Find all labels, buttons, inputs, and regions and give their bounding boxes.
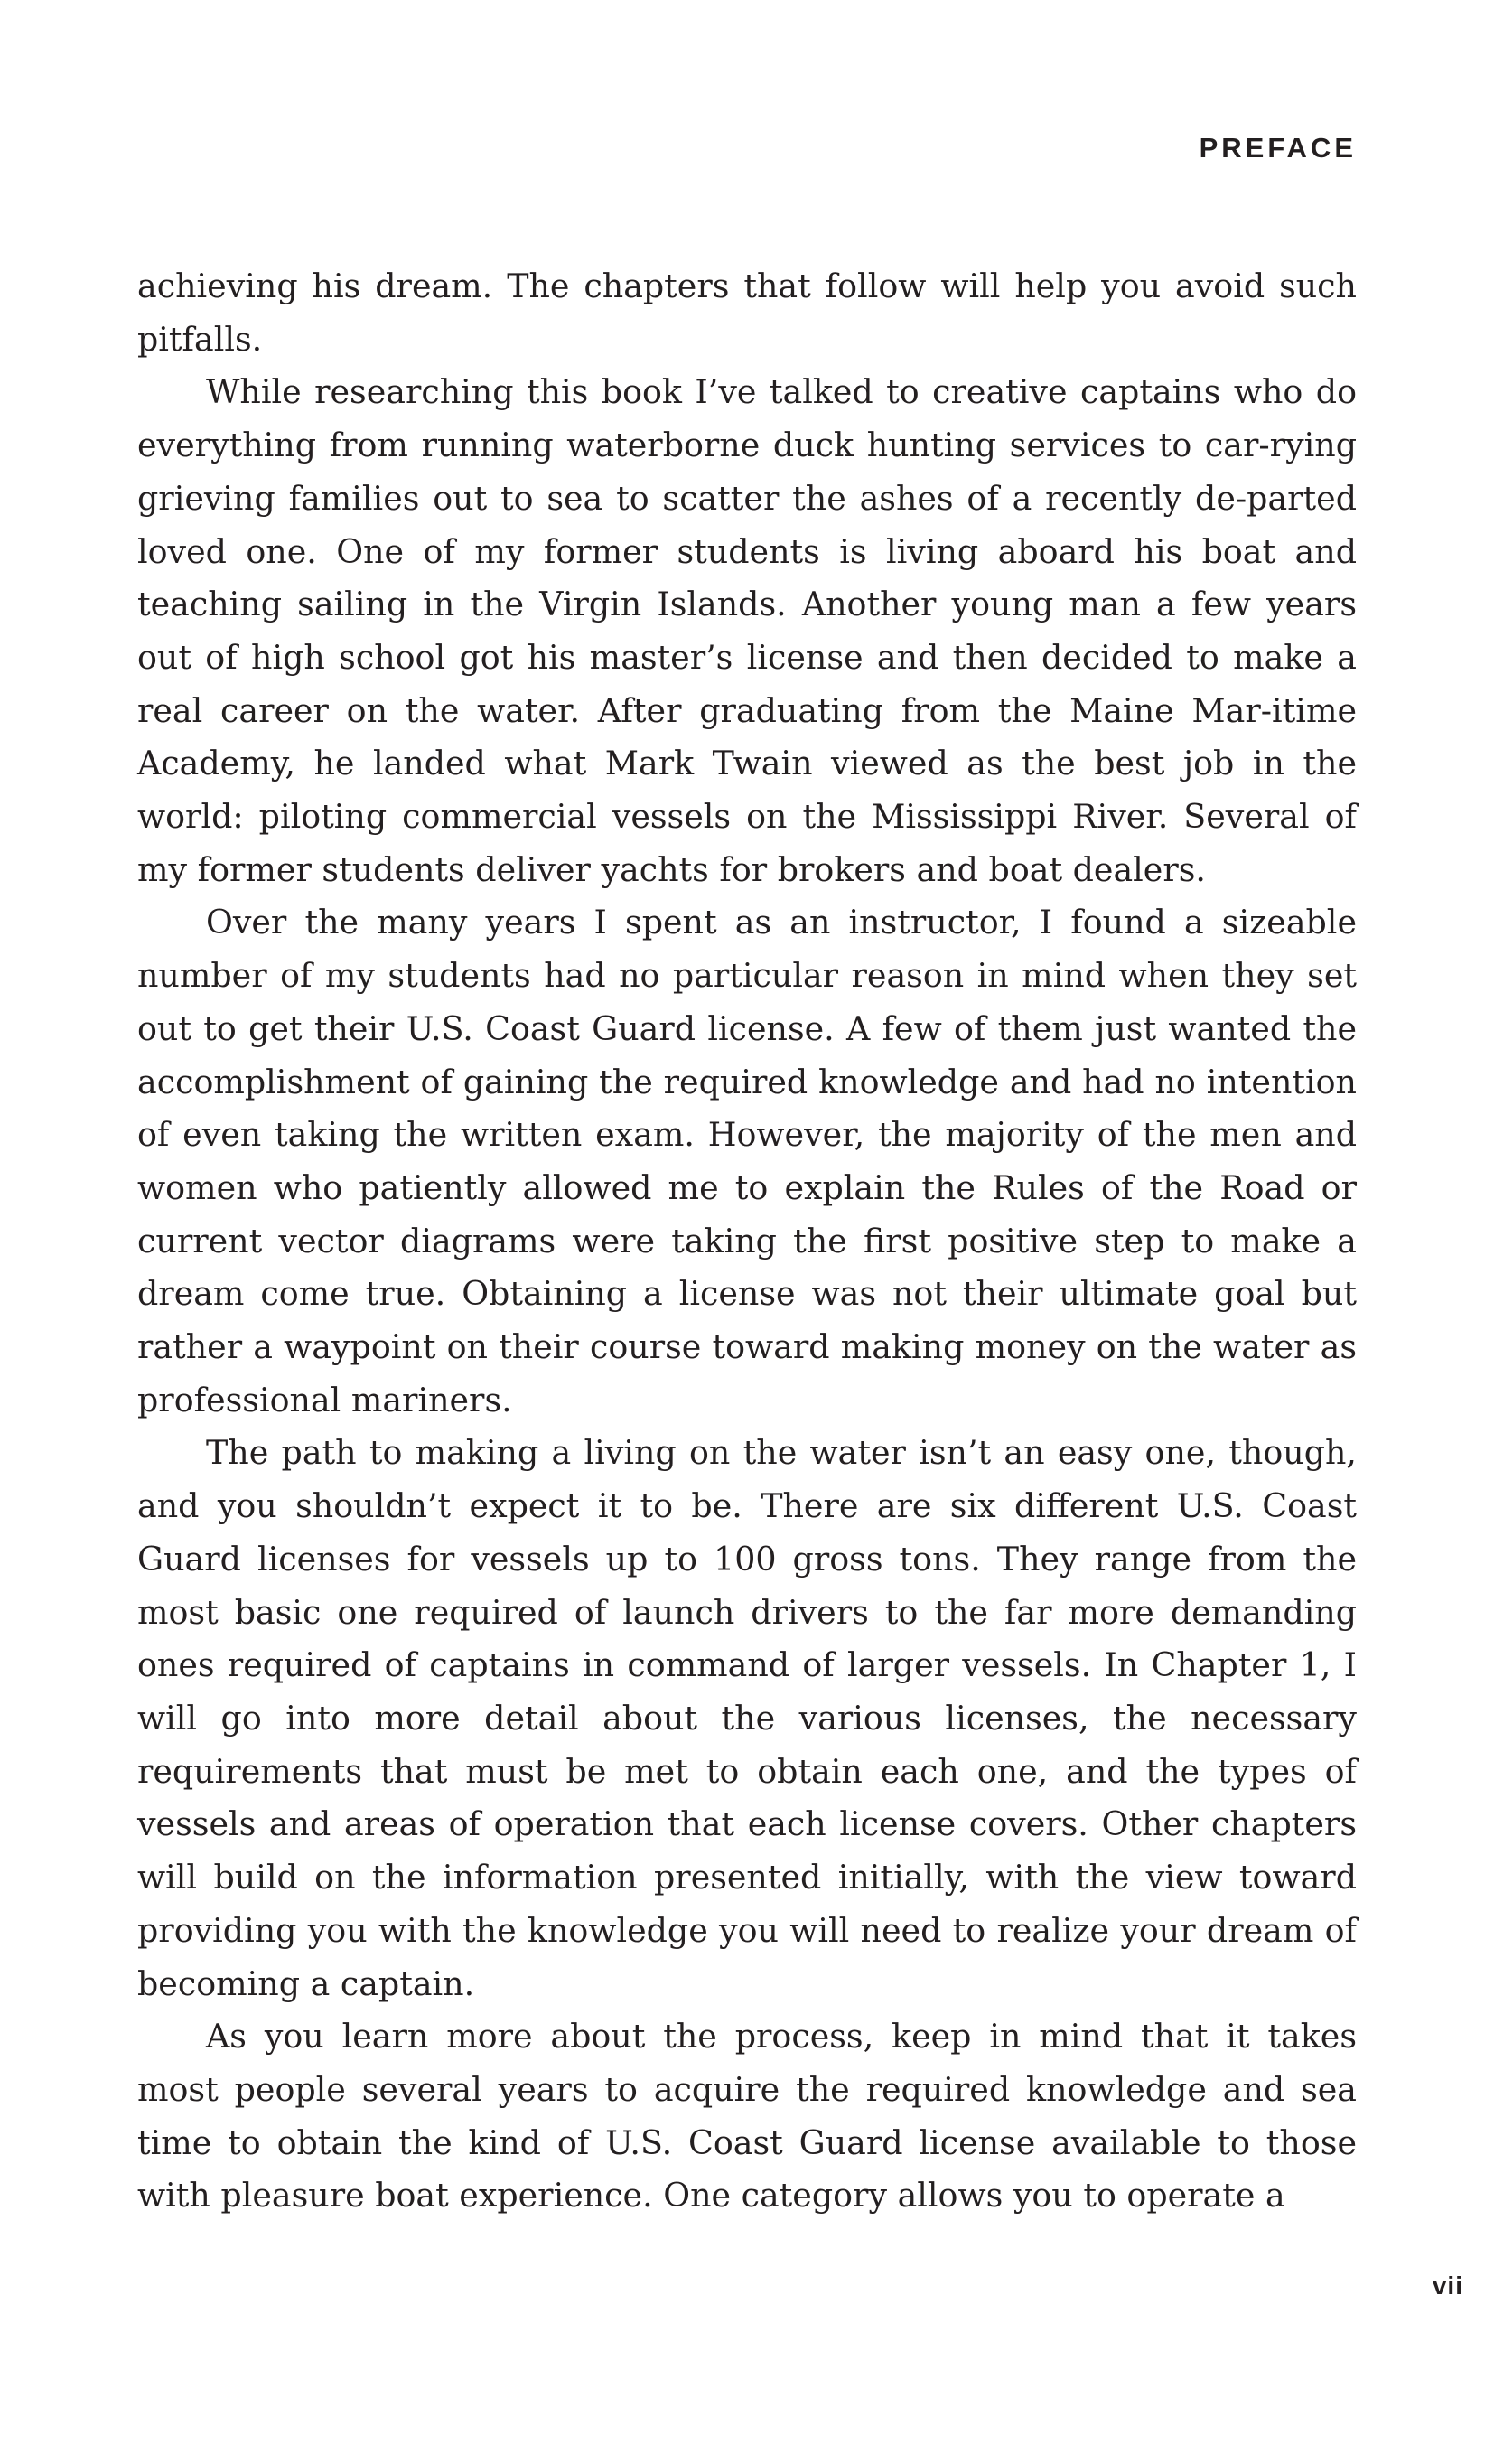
paragraph-instructor-years: Over the many years I spent as an instructor, I found a sizeable number of my students had no particular reason in mind when they set out to get their U.S. Coast Guard license. A few of them just wanted the accomplishment of gaining the required knowledge and had no intention of even taking the written exam. However, the majority of the men and women who patiently allowed me to explain the Rules of the Road or current vector diagrams were taking the first positive step to make a dream come true. Obtaining a license was not their ultimate goal but rather a waypoint on their course toward making money on the water as professional mariners. [137, 903, 1357, 1419]
running-head: PREFACE [1199, 132, 1357, 164]
paragraph-path-to-living: The path to making a living on the water isn’t an easy one, though, and you shouldn’t expect it to be. There are six different U.S. Coast Guard licenses for vessels up to 100 gross tons. They range from the most basic one required of launch drivers to the far more demanding ones required of captains in command of larger vessels. In Chapter 1, I will go into more detail about the various licenses, the necessary requirements that must be met to obtain each one, and the types of vessels and areas of operation that each license covers. Other chapters will build on the information presented initially, with the view toward providing you with the knowledge you will need to realize your dream of becoming a captain. [137, 1433, 1357, 2003]
paragraph-learn-process: As you learn more about the process, keep in mind that it takes most people several years to acquire the required knowledge and sea time to obtain the kind of U.S. Coast Guard license available to those with pleasure boat experience. One category allows you to operate a [137, 2017, 1357, 2216]
paragraph-creative-captains: While researching this book I’ve talked to creative captains who do everything from running waterborne duck hunting services to car-rying grieving families out to sea to scatter the ashes of a recently de-parted loved one. One of my former students is living aboard his boat and teaching sailing in the Virgin Islands. Another young man a few years out of high school got his master’s license and then decided to make a real career on the water. After graduating from the Maine Mar-itime Academy, he landed what Mark Twain viewed as the best job in the world: piloting commercial vessels on the Mississippi River. Several of my former students deliver yachts for brokers and boat dealers. [137, 372, 1357, 889]
paragraph-continuation: achieving his dream. The chapters that follow will help you avoid such pitfalls. [137, 267, 1357, 359]
body-text [137, 260, 1357, 2223]
page-number: vii [1432, 2272, 1463, 2300]
